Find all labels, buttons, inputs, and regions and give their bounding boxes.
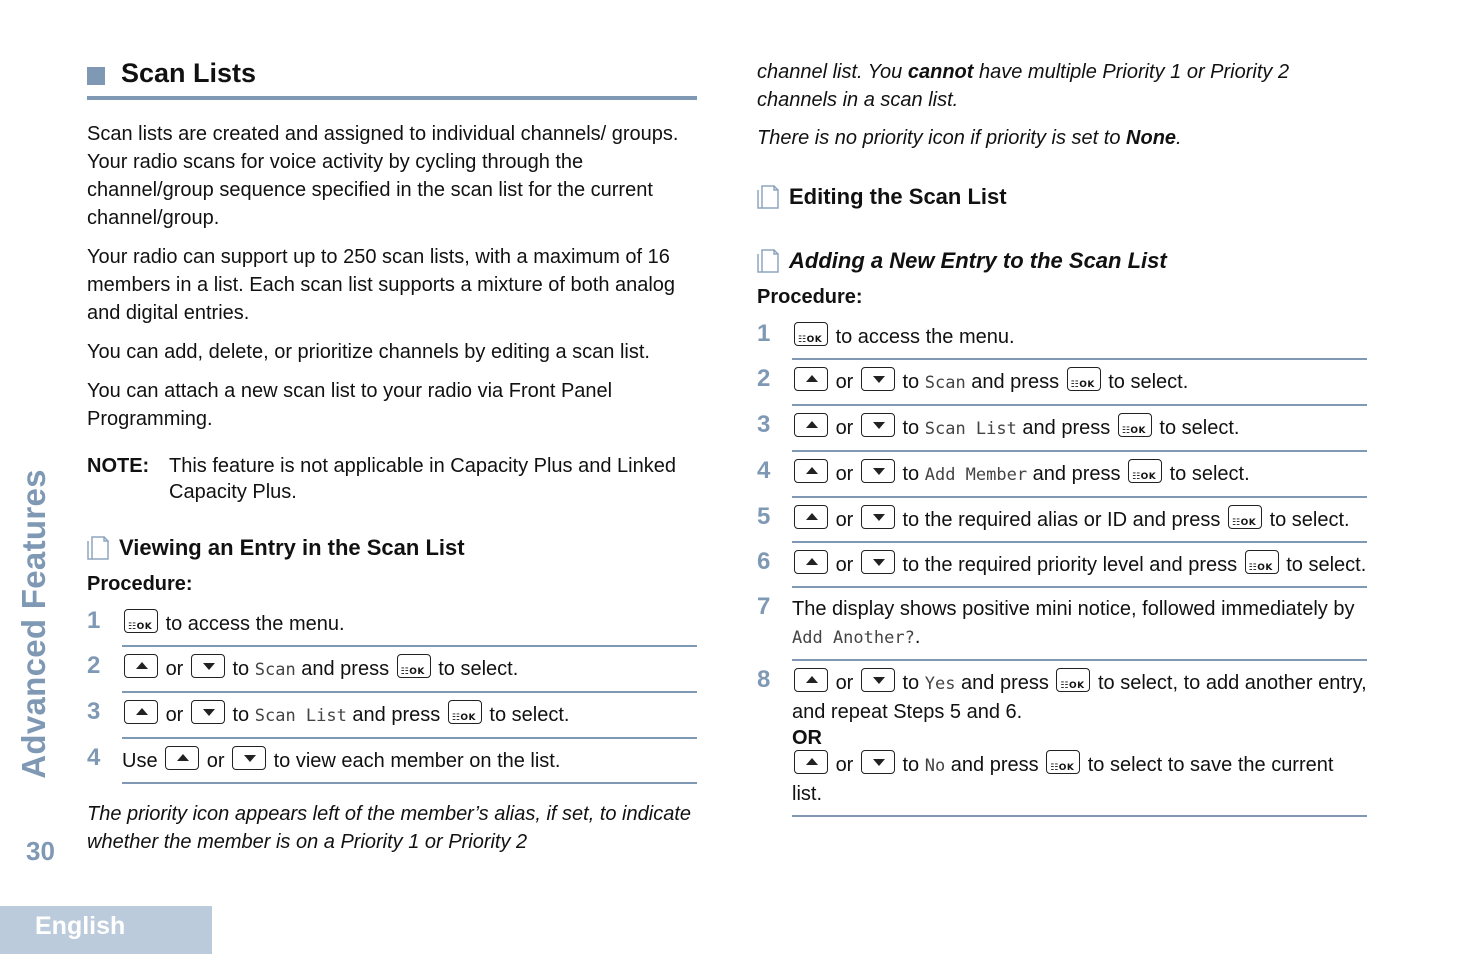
menu-item-text: Add Another? xyxy=(792,628,915,648)
step xyxy=(757,452,1367,498)
step-text-part: and press xyxy=(971,371,1060,393)
note xyxy=(87,453,697,505)
ok-key-icon xyxy=(1067,367,1101,391)
step-text-part: to select. xyxy=(1159,417,1240,439)
step xyxy=(757,360,1367,406)
step-text-part: to select. xyxy=(438,658,519,680)
step-text-part: to view each member on the list. xyxy=(273,750,561,772)
page-number: 30 xyxy=(26,836,55,866)
emphasis-text: None xyxy=(1126,127,1177,149)
ok-key-icon xyxy=(1118,413,1152,437)
text-part: . xyxy=(1176,127,1182,149)
up-key-icon xyxy=(794,367,828,391)
text-part: channel list. You xyxy=(757,61,903,83)
section-heading xyxy=(87,58,697,100)
step xyxy=(87,693,697,739)
procedure-label: Procedure: xyxy=(757,286,863,308)
or-label: OR xyxy=(792,727,822,749)
step xyxy=(757,543,1367,588)
priority-note: The priority icon appears left of the member’s alias, if set, to indicate whether the member is on a Priority 1 or Priority 2 xyxy=(87,803,691,853)
step-text-part: to xyxy=(902,463,920,485)
subsection-heading xyxy=(87,535,697,561)
section-tab xyxy=(14,468,54,780)
step-text xyxy=(792,543,1367,588)
subsection-heading xyxy=(757,184,1367,210)
menu-item-text: Scan List xyxy=(924,419,1017,439)
priority-none-note xyxy=(757,124,1367,152)
down-key-icon xyxy=(861,550,895,574)
menu-item-text: Scan xyxy=(924,373,966,393)
down-key-icon xyxy=(861,367,895,391)
step-number: 2 xyxy=(87,652,101,679)
step-text-part: to access the menu. xyxy=(835,326,1015,348)
step-text-part: or xyxy=(165,658,184,680)
procedure-steps xyxy=(757,315,1367,817)
text-part: have multiple Priority 1 or Priority 2 channels in a scan list. xyxy=(757,61,1290,111)
section-tab-label: Advanced Features xyxy=(15,469,53,779)
step-text xyxy=(792,498,1367,543)
right-column xyxy=(757,58,1367,817)
step-text-part: or xyxy=(835,463,854,485)
down-key-icon xyxy=(861,413,895,437)
step-text-part: to xyxy=(232,704,250,726)
step-text-part: to select. xyxy=(1286,554,1367,576)
step-text xyxy=(792,588,1367,661)
ok-key-icon xyxy=(397,654,431,678)
step-number: 2 xyxy=(757,365,771,392)
step-text xyxy=(792,406,1367,452)
step-text-part: or xyxy=(835,417,854,439)
step-text-part: to select. xyxy=(1269,509,1350,531)
ok-key-icon xyxy=(1056,668,1090,692)
up-key-icon xyxy=(124,700,158,724)
up-key-icon xyxy=(794,550,828,574)
step-text-part: to select, to add another entry, and repeat Steps 5 and 6. xyxy=(792,672,1367,723)
step xyxy=(87,602,697,647)
step xyxy=(87,647,697,693)
down-key-icon xyxy=(861,505,895,529)
step-text-part: or xyxy=(165,704,184,726)
ok-key-icon xyxy=(448,700,482,724)
note-label: NOTE: xyxy=(87,455,150,477)
step xyxy=(757,498,1367,543)
step-text xyxy=(122,693,697,739)
step-text-part: to access the menu. xyxy=(165,613,345,635)
subsubsection-heading xyxy=(757,248,1367,274)
step xyxy=(757,588,1367,661)
step-text-part: or xyxy=(835,509,854,531)
procedure-steps xyxy=(87,602,697,784)
step-text-part: and press xyxy=(961,672,1049,694)
step-text xyxy=(792,452,1367,498)
down-key-icon xyxy=(232,746,266,770)
step xyxy=(757,661,1367,817)
paragraph: You can attach a new scan list to your radio via Front Panel Programming. xyxy=(87,380,613,430)
step-text-part: and press xyxy=(1032,463,1121,485)
step-text-part: and press xyxy=(301,658,390,680)
step-text-part: to xyxy=(232,658,250,680)
ok-key-icon xyxy=(794,322,828,346)
up-key-icon xyxy=(794,750,828,774)
step-text-part: to xyxy=(902,754,920,776)
step-text-part: or xyxy=(835,371,854,393)
step-text xyxy=(122,602,697,647)
step xyxy=(757,406,1367,452)
up-key-icon xyxy=(124,654,158,678)
section-title: Scan Lists xyxy=(121,58,257,88)
up-key-icon xyxy=(794,668,828,692)
step-number: 3 xyxy=(757,411,771,438)
step-text-part: and press xyxy=(950,754,1039,776)
paragraph: Scan lists are created and assigned to individual channels/ groups. Your radio scans for voice activity by cycling through the channel/group sequence specified in the scan list for the current channel/group. xyxy=(87,123,679,229)
ok-key-icon xyxy=(1228,505,1262,529)
down-key-icon xyxy=(861,668,895,692)
step-number: 7 xyxy=(757,593,771,620)
step-number: 4 xyxy=(87,744,101,771)
step-text xyxy=(792,360,1367,406)
subsubsection-title: Adding a New Entry to the Scan List xyxy=(789,248,1167,273)
text-part: There is no priority icon if priority is set to xyxy=(757,127,1121,149)
heading-square-icon xyxy=(87,67,105,85)
step-text-part: to select to save the current list. xyxy=(792,754,1334,805)
procedure-label: Procedure: xyxy=(87,573,193,595)
step-number: 3 xyxy=(87,698,101,725)
menu-item-text: Scan List xyxy=(254,706,347,726)
step-text-part: to xyxy=(902,672,920,694)
menu-item-text: Add Member xyxy=(924,465,1028,485)
menu-item-text: No xyxy=(924,756,946,776)
step-number: 4 xyxy=(757,457,771,484)
step-number: 1 xyxy=(757,320,771,347)
priority-note-continued xyxy=(757,58,1367,114)
step xyxy=(87,739,697,784)
down-key-icon xyxy=(191,700,225,724)
down-key-icon xyxy=(861,459,895,483)
step-number: 8 xyxy=(757,666,771,693)
document-icon xyxy=(87,536,109,560)
up-key-icon xyxy=(165,746,199,770)
paragraph: You can add, delete, or prioritize channels by editing a scan list. xyxy=(87,341,650,363)
down-key-icon xyxy=(861,750,895,774)
step-text xyxy=(122,647,697,693)
menu-item-text: Yes xyxy=(924,674,956,694)
ok-key-icon xyxy=(1128,459,1162,483)
ok-key-icon xyxy=(1245,550,1279,574)
step-text-part: Use xyxy=(122,750,158,772)
step-text-part: or xyxy=(206,750,225,772)
step-number: 1 xyxy=(87,607,101,634)
up-key-icon xyxy=(794,505,828,529)
step-number: 5 xyxy=(757,503,771,530)
step-text-part: or xyxy=(835,554,854,576)
step-text-part: to xyxy=(902,417,920,439)
left-column xyxy=(87,58,697,856)
step-text-part: to xyxy=(902,371,920,393)
subsection-title: Viewing an Entry in the Scan List xyxy=(119,535,465,560)
step-text xyxy=(792,315,1367,360)
step-text-part: to select. xyxy=(489,704,570,726)
language-tab: English xyxy=(0,906,212,954)
step-text-part: . xyxy=(914,626,921,648)
subsection-title: Editing the Scan List xyxy=(789,184,1007,209)
emphasis-text: cannot xyxy=(907,61,974,83)
step-text xyxy=(122,739,697,784)
step-text-part: or xyxy=(835,672,854,694)
step-text-part: and press xyxy=(352,704,441,726)
ok-key-icon xyxy=(124,609,158,633)
step-text-part: to the required priority level and press xyxy=(902,554,1238,576)
step-number: 6 xyxy=(757,548,771,575)
note-text: This feature is not applicable in Capacity Plus and Linked Capacity Plus. xyxy=(169,455,676,503)
step-text-part: or xyxy=(835,754,854,776)
menu-item-text: Scan xyxy=(254,660,296,680)
step-text-part: The display shows positive mini notice, followed immediately by xyxy=(792,598,1355,620)
step-text-part: to the required alias or ID and press xyxy=(902,509,1221,531)
down-key-icon xyxy=(191,654,225,678)
step-text xyxy=(792,661,1367,817)
up-key-icon xyxy=(794,459,828,483)
step-text-part: to select. xyxy=(1169,463,1250,485)
step xyxy=(757,315,1367,360)
document-icon xyxy=(757,185,779,209)
up-key-icon xyxy=(794,413,828,437)
ok-key-icon xyxy=(1046,750,1080,774)
paragraph: Your radio can support up to 250 scan lists, with a maximum of 16 members in a list. Each scan list supports a mixture of both analog and digital entries. xyxy=(87,246,676,324)
step-text-part: and press xyxy=(1022,417,1111,439)
document-icon xyxy=(757,249,779,273)
step-text-part: to select. xyxy=(1108,371,1189,393)
